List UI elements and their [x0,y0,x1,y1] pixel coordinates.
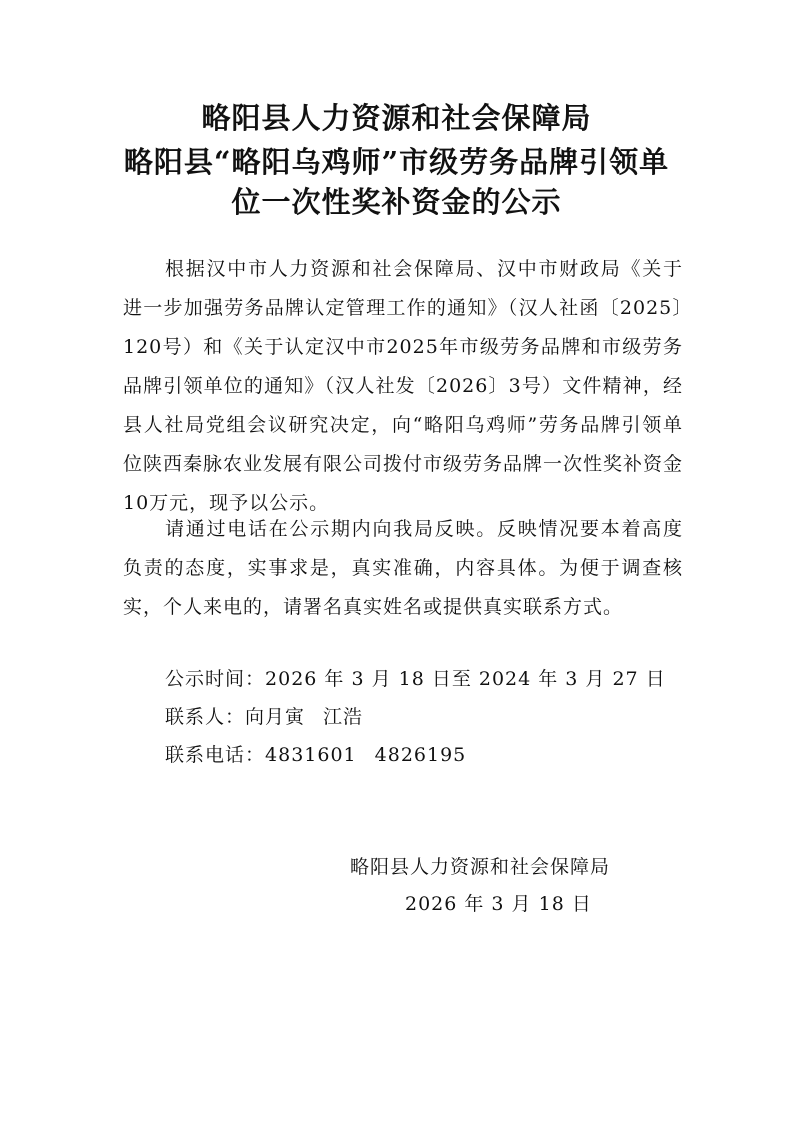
title-line-1: 略阳县人力资源和社会保障局 [201,101,592,135]
title-line-3: 位一次性奖补资金的公示 [231,185,562,219]
title-line-2: 略阳县“略阳乌鸡师”市级劳务品牌引领单 [123,145,670,179]
signature-organization: 略阳县人力资源和社会保障局 [350,856,611,878]
contact-persons [165,698,363,736]
contact-phones [165,736,466,774]
body-paragraph-1: 根据汉中市人力资源和社会保障局、汉中市财政局《关于进一步加强劳务品牌认定管理工作的通知》（汉人社函〔2025〕120号）和《关于认定汉中市2025年市级劳务品牌和市级劳务品牌引领单位的通知》（汉人社发〔2026〕3号）文件精神，经县人社局党组会议研究决定，向“略阳乌鸡师”劳务品牌引领单位陕西秦脉农业发展有限公司拨付市级劳务品牌一次性奖补资金10万元，现予以公示。 [123,258,684,514]
publicity-period-value: 2026 年 3 月 18 日至 2024 年 3 月 27 日 [265,668,666,690]
phone-number-2: 4826195 [374,744,467,766]
publicity-period [165,660,666,698]
contact-person-1: 向月寅 [245,706,306,728]
phone-number-1: 4831601 [265,744,357,766]
body-paragraph-2: 请通过电话在公示期内向我局反映。反映情况要本着高度负责的态度，实事求是，真实准确，内容具体。为便于调查核实，个人来电的，请署名真实姓名或提供真实联系方式。 [123,518,683,618]
signature-date: 2026 年 3 月 18 日 [405,893,592,915]
contact-label: 联系人： [165,706,246,728]
contact-person-2: 江浩 [323,706,364,728]
publicity-period-label: 公示时间： [165,668,266,690]
phone-label: 联系电话： [165,744,266,766]
